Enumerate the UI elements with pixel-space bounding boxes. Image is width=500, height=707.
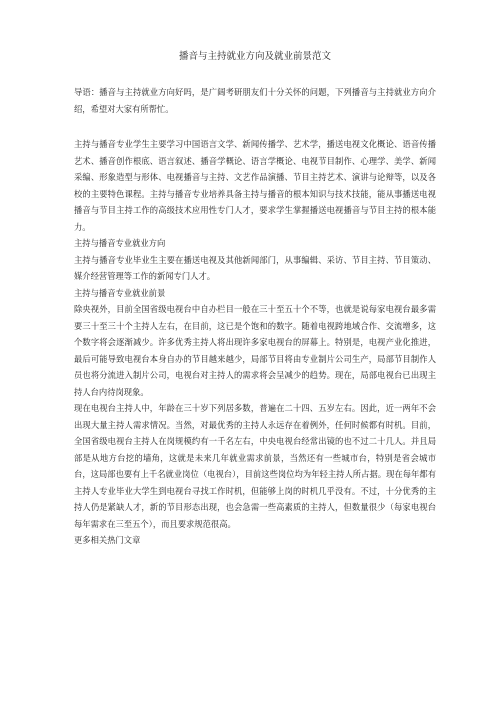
more-articles-link[interactable]: 更多相关热门文章 bbox=[74, 535, 141, 545]
section-heading-employment-direction: 主持与播音专业就业方向 bbox=[74, 238, 166, 248]
body-paragraph-employment-direction: 主持与播音专业毕业生主要在播送电视及其他新闻部门，从事编辑、采访、节目主持、节目策动、媒介经营管理等工作的新闻专门人才。 bbox=[74, 254, 436, 281]
body-paragraph-curriculum: 主持与播音专业学生主要学习中国语言文学、新闻传播学、艺术学，播送电视文化概论、语音传播艺术、播音创作根底、语言叙述、播音学概论、语言学概论、电视节目制作、心理学、美学、新闻采编、形象造型与形体、电视播音与主持、文艺作品演播、节目主持艺术、演讲与论辩等，以及各校的主要特色课程。主持与播音专业培养具备主持与播音的根本知识与技术技能，能从事播送电视播音与节目主持工作的高级技术应用性专门人才，要求学生掌握播送电视播音与节目主持的根本能力。 bbox=[74, 139, 436, 232]
section-heading-employment-prospects: 主持与播音专业就业前景 bbox=[74, 287, 166, 298]
body-paragraph-prospects-2: 现在电视台主持人中，年龄在三十岁下列居多数，普遍在二十四、五岁左右。因此，近一两年不会出现大量主持人需求情况。当然，对最优秀的主持人永远存在着例外，任何时候都有时机。目前，全国省级电视台主持人在岗规模约有一千名左右，中央电视台经常出镜的也不过二十几人。并且局部是从地方台挖的墙角，这就是未来几年就业需求前景，当然还有一些城市台，特别是省会城市台，这局部也要有上千名就业岗位（电视台），目前这些岗位均为年轻主持人所占据。现在每年都有主持人专业毕业大学生到电视台寻找工作时机，但能够上岗的时机几乎没有。不过，十分优秀的主持人仍是紧缺人才，新的节目形态出现，也会急需一些高素质的主持人，但数量很少（每家电视台每年需求在三至五个），而且要求规范很高。 bbox=[74, 403, 436, 529]
document-title: 播音与主持就业方向及就业前景范文 bbox=[178, 51, 331, 62]
intro-paragraph: 导语：播音与主持就业方向好吗，是广阔考研朋友们十分关怀的问题，下列播音与主持就业方向介绍，希望对大家有所帮忙。 bbox=[74, 87, 436, 114]
document-page bbox=[74, 50, 436, 549]
body-paragraph-prospects-1: 除央视外，目前全国省级电视台中自办栏目一般在三十至五十个不等，也就是说每家电视台最多需要三十至三十个主持人左右，在目前，这已是个饱和的数字。随着电视跨地域合作、交流增多，这个数字将会逐渐减少。许多优秀主持人将出现许多家电视台的屏幕上。特别是，电视产业化推进，最后可能导致电视台本身自办的节目越来越少，局部节目将由专业制片公司生产，局部节目制作人员也将分流进入制片公司，电视台对主持人的需求将会呈减少的趋势。现在，局部电视台已出现主持人台内待岗现象。 bbox=[74, 304, 436, 397]
